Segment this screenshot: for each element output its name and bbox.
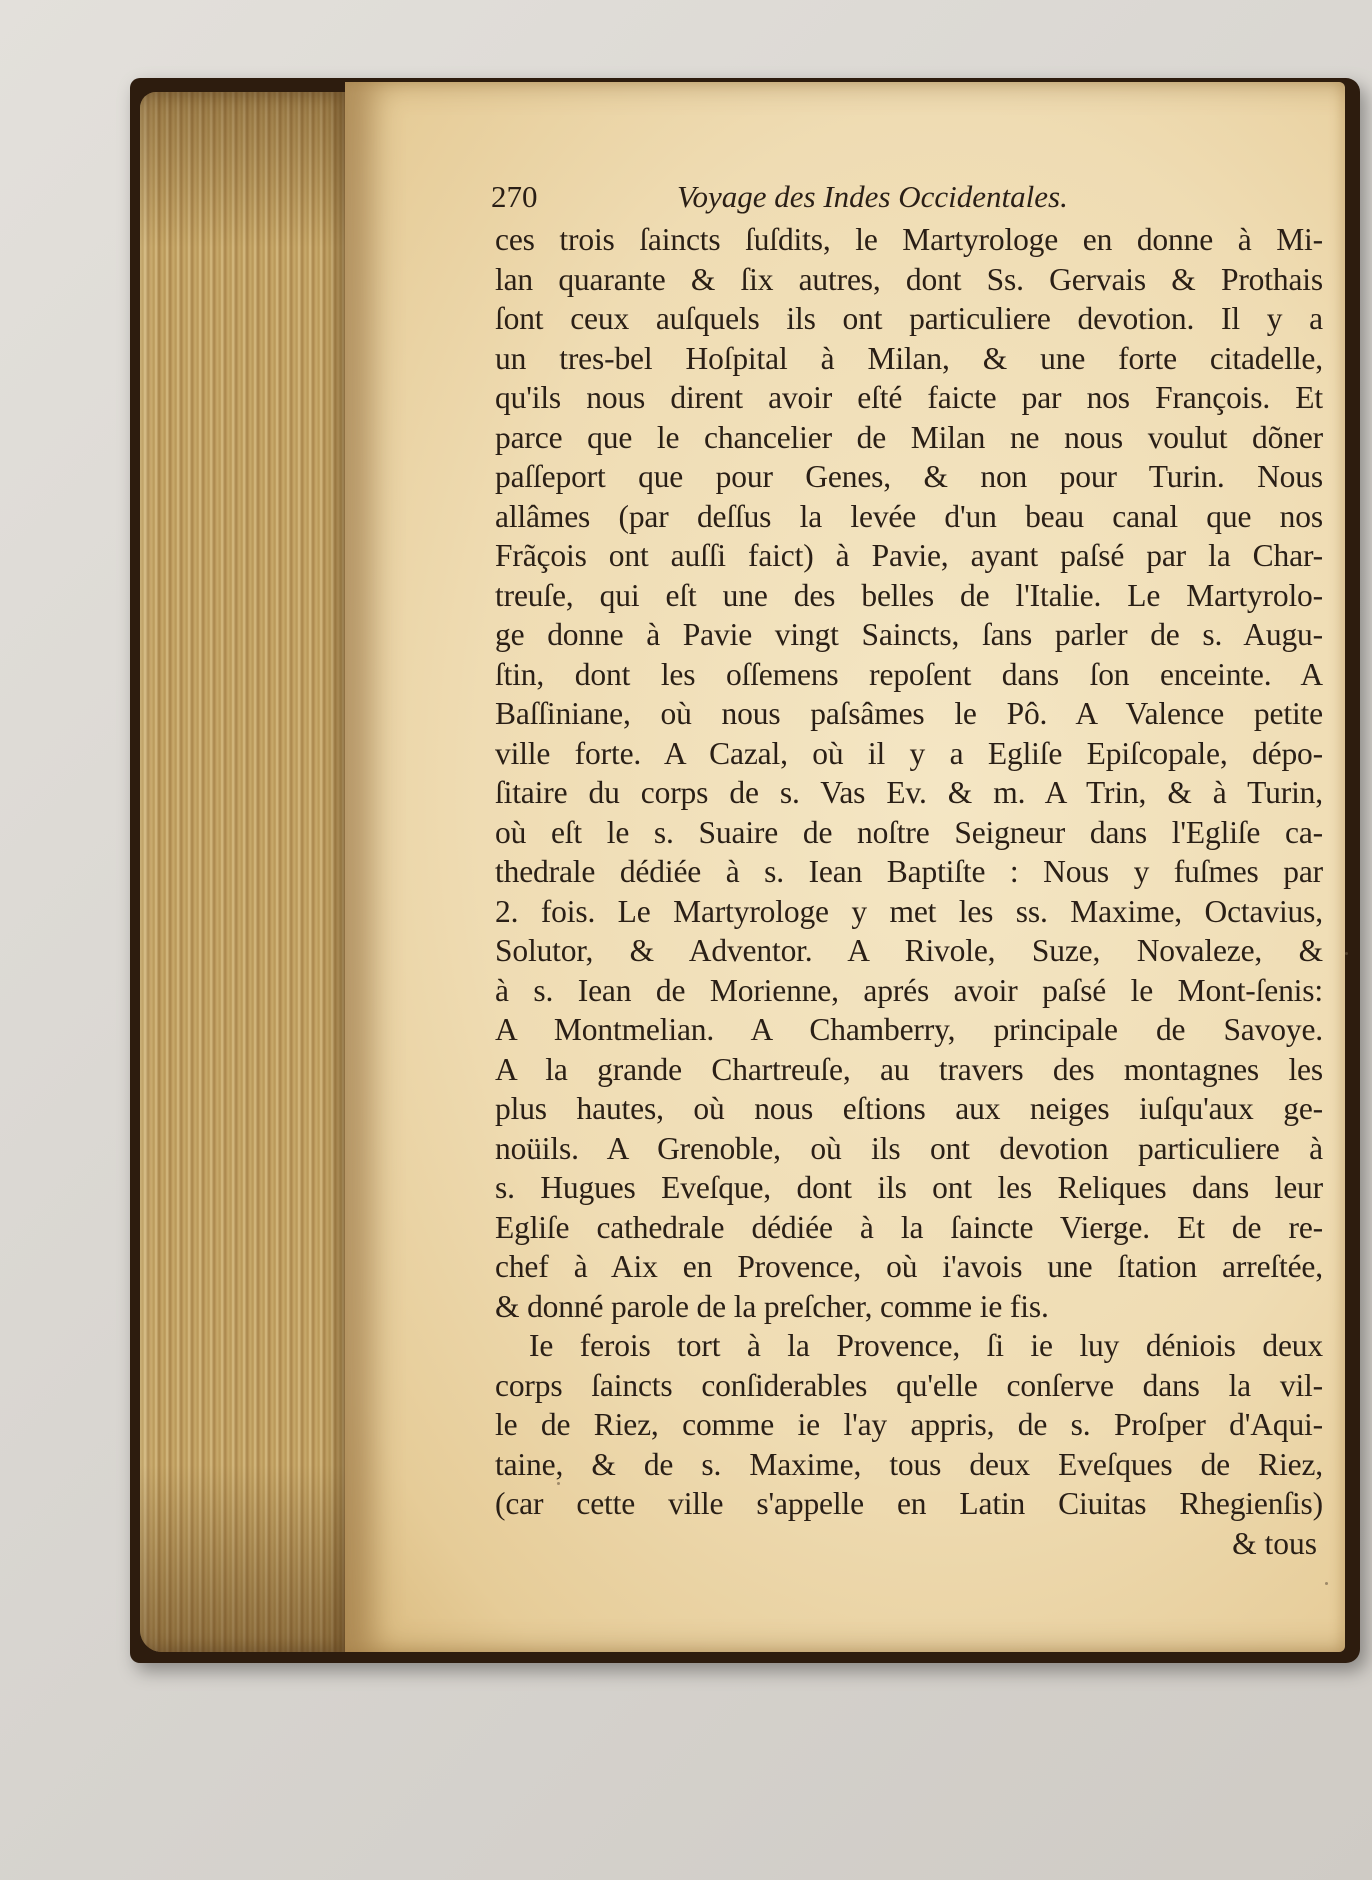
text-line: ville forte. A Cazal, où il y a Egliſe Epiſcopale, dépo- <box>495 735 1323 771</box>
text-line: parce que le chancelier de Milan ne nous voulut dõner <box>495 419 1323 455</box>
text-line: où eſt le s. Suaire de noſtre Seigneur dans l'Egliſe ca- <box>495 814 1323 850</box>
book-page-edges <box>140 92 350 1652</box>
text-line: paſſeport que pour Genes, & non pour Turin. Nous <box>495 459 1323 494</box>
text-line: & donné parole de la preſcher, comme ie fis. <box>495 1288 1049 1324</box>
text-line: un tres-bel Hoſpital à Milan, & une forte citadelle, <box>495 340 1323 376</box>
running-head <box>491 174 1323 220</box>
text-line: (car cette ville s'appelle en Latin Ciuitas Rhegienſis) <box>495 1486 1323 1521</box>
paper-speck <box>557 1482 560 1485</box>
text-line: A la grande Chartreuſe, au travers des montagnes les <box>495 1051 1323 1087</box>
text-line: Ie ferois tort à la Provence, ſi ie luy déniois deux <box>529 1328 1323 1363</box>
text-line: Frãçois ont auſſi faict) à Pavie, ayant paſsé par la Char- <box>495 538 1323 573</box>
text-line: taine, & de s. Maxime, tous deux Eveſques de Riez, <box>495 1446 1323 1482</box>
text-line: Solutor, & Adventor. A Rivole, Suze, Novaleze, & <box>495 933 1323 968</box>
text-line: ces trois ſaincts ſuſdits, le Martyrologe en donne à Mi- <box>495 222 1323 257</box>
text-line: Egliſe cathedrale dédiée à la ſaincte Vierge. Et de re- <box>495 1209 1323 1245</box>
text-line: le de Riez, comme ie l'ay appris, de s. Proſper d'Aqui- <box>495 1407 1323 1442</box>
text-line: à s. Iean de Morienne, aprés avoir paſsé le Mont-ſenis: <box>495 972 1323 1008</box>
catchword: & tous <box>1232 1525 1317 1561</box>
text-line: lan quarante & ſix autres, dont Ss. Gervais & Prothais <box>495 261 1323 297</box>
text-line: thedrale dédiée à s. Iean Baptiſte : Nous y fuſmes par <box>495 854 1323 889</box>
text-line: plus hautes, où nous eſtions aux neiges iuſqu'aux ge- <box>495 1091 1323 1126</box>
text-line: corps ſaincts conſiderables qu'elle conſerve dans la vil- <box>495 1367 1323 1403</box>
text-line: qu'ils nous dirent avoir eſté faicte par nos François. Et <box>495 380 1323 415</box>
text-line: A Montmelian. A Chamberry, principale de Savoye. <box>495 1012 1323 1047</box>
text-line: ſtin, dont les oſſemens repoſent dans ſon enceinte. A <box>495 656 1323 692</box>
text-line: chef à Aix en Provence, où i'avois une ſtation arreſtée, <box>495 1249 1323 1284</box>
catchword-row <box>495 1524 1323 1564</box>
book-page <box>345 82 1345 1652</box>
paper-speck <box>1325 1582 1328 1585</box>
text-line: allâmes (par deſſus la levée d'un beau canal que nos <box>495 498 1323 534</box>
text-line: ſitaire du corps de s. Vas Ev. & m. A Trin, & à Turin, <box>495 775 1323 810</box>
text-line: Baſſiniane, où nous paſsâmes le Pô. A Valence petite <box>495 696 1323 731</box>
paper-speck <box>1345 952 1348 955</box>
text-line: ge donne à Pavie vingt Saincts, ſans parler de s. Augu- <box>495 617 1323 652</box>
text-line: ſont ceux auſquels ils ont particuliere devotion. Il y a <box>495 301 1323 336</box>
text-line: s. Hugues Eveſque, dont ils ont les Reliques dans leur <box>495 1170 1323 1205</box>
text-line: treuſe, qui eſt une des belles de l'Italie. Le Martyrolo- <box>495 577 1323 613</box>
running-title: Voyage des Indes Occidentales. <box>677 179 1068 214</box>
text-block <box>491 174 1323 1563</box>
page-number: 270 <box>491 179 538 214</box>
text-line: 2. fois. Le Martyrologe y met les ss. Maxime, Octavius, <box>495 893 1323 929</box>
text-line: noüils. A Grenoble, où ils ont devotion particuliere à <box>495 1130 1323 1166</box>
